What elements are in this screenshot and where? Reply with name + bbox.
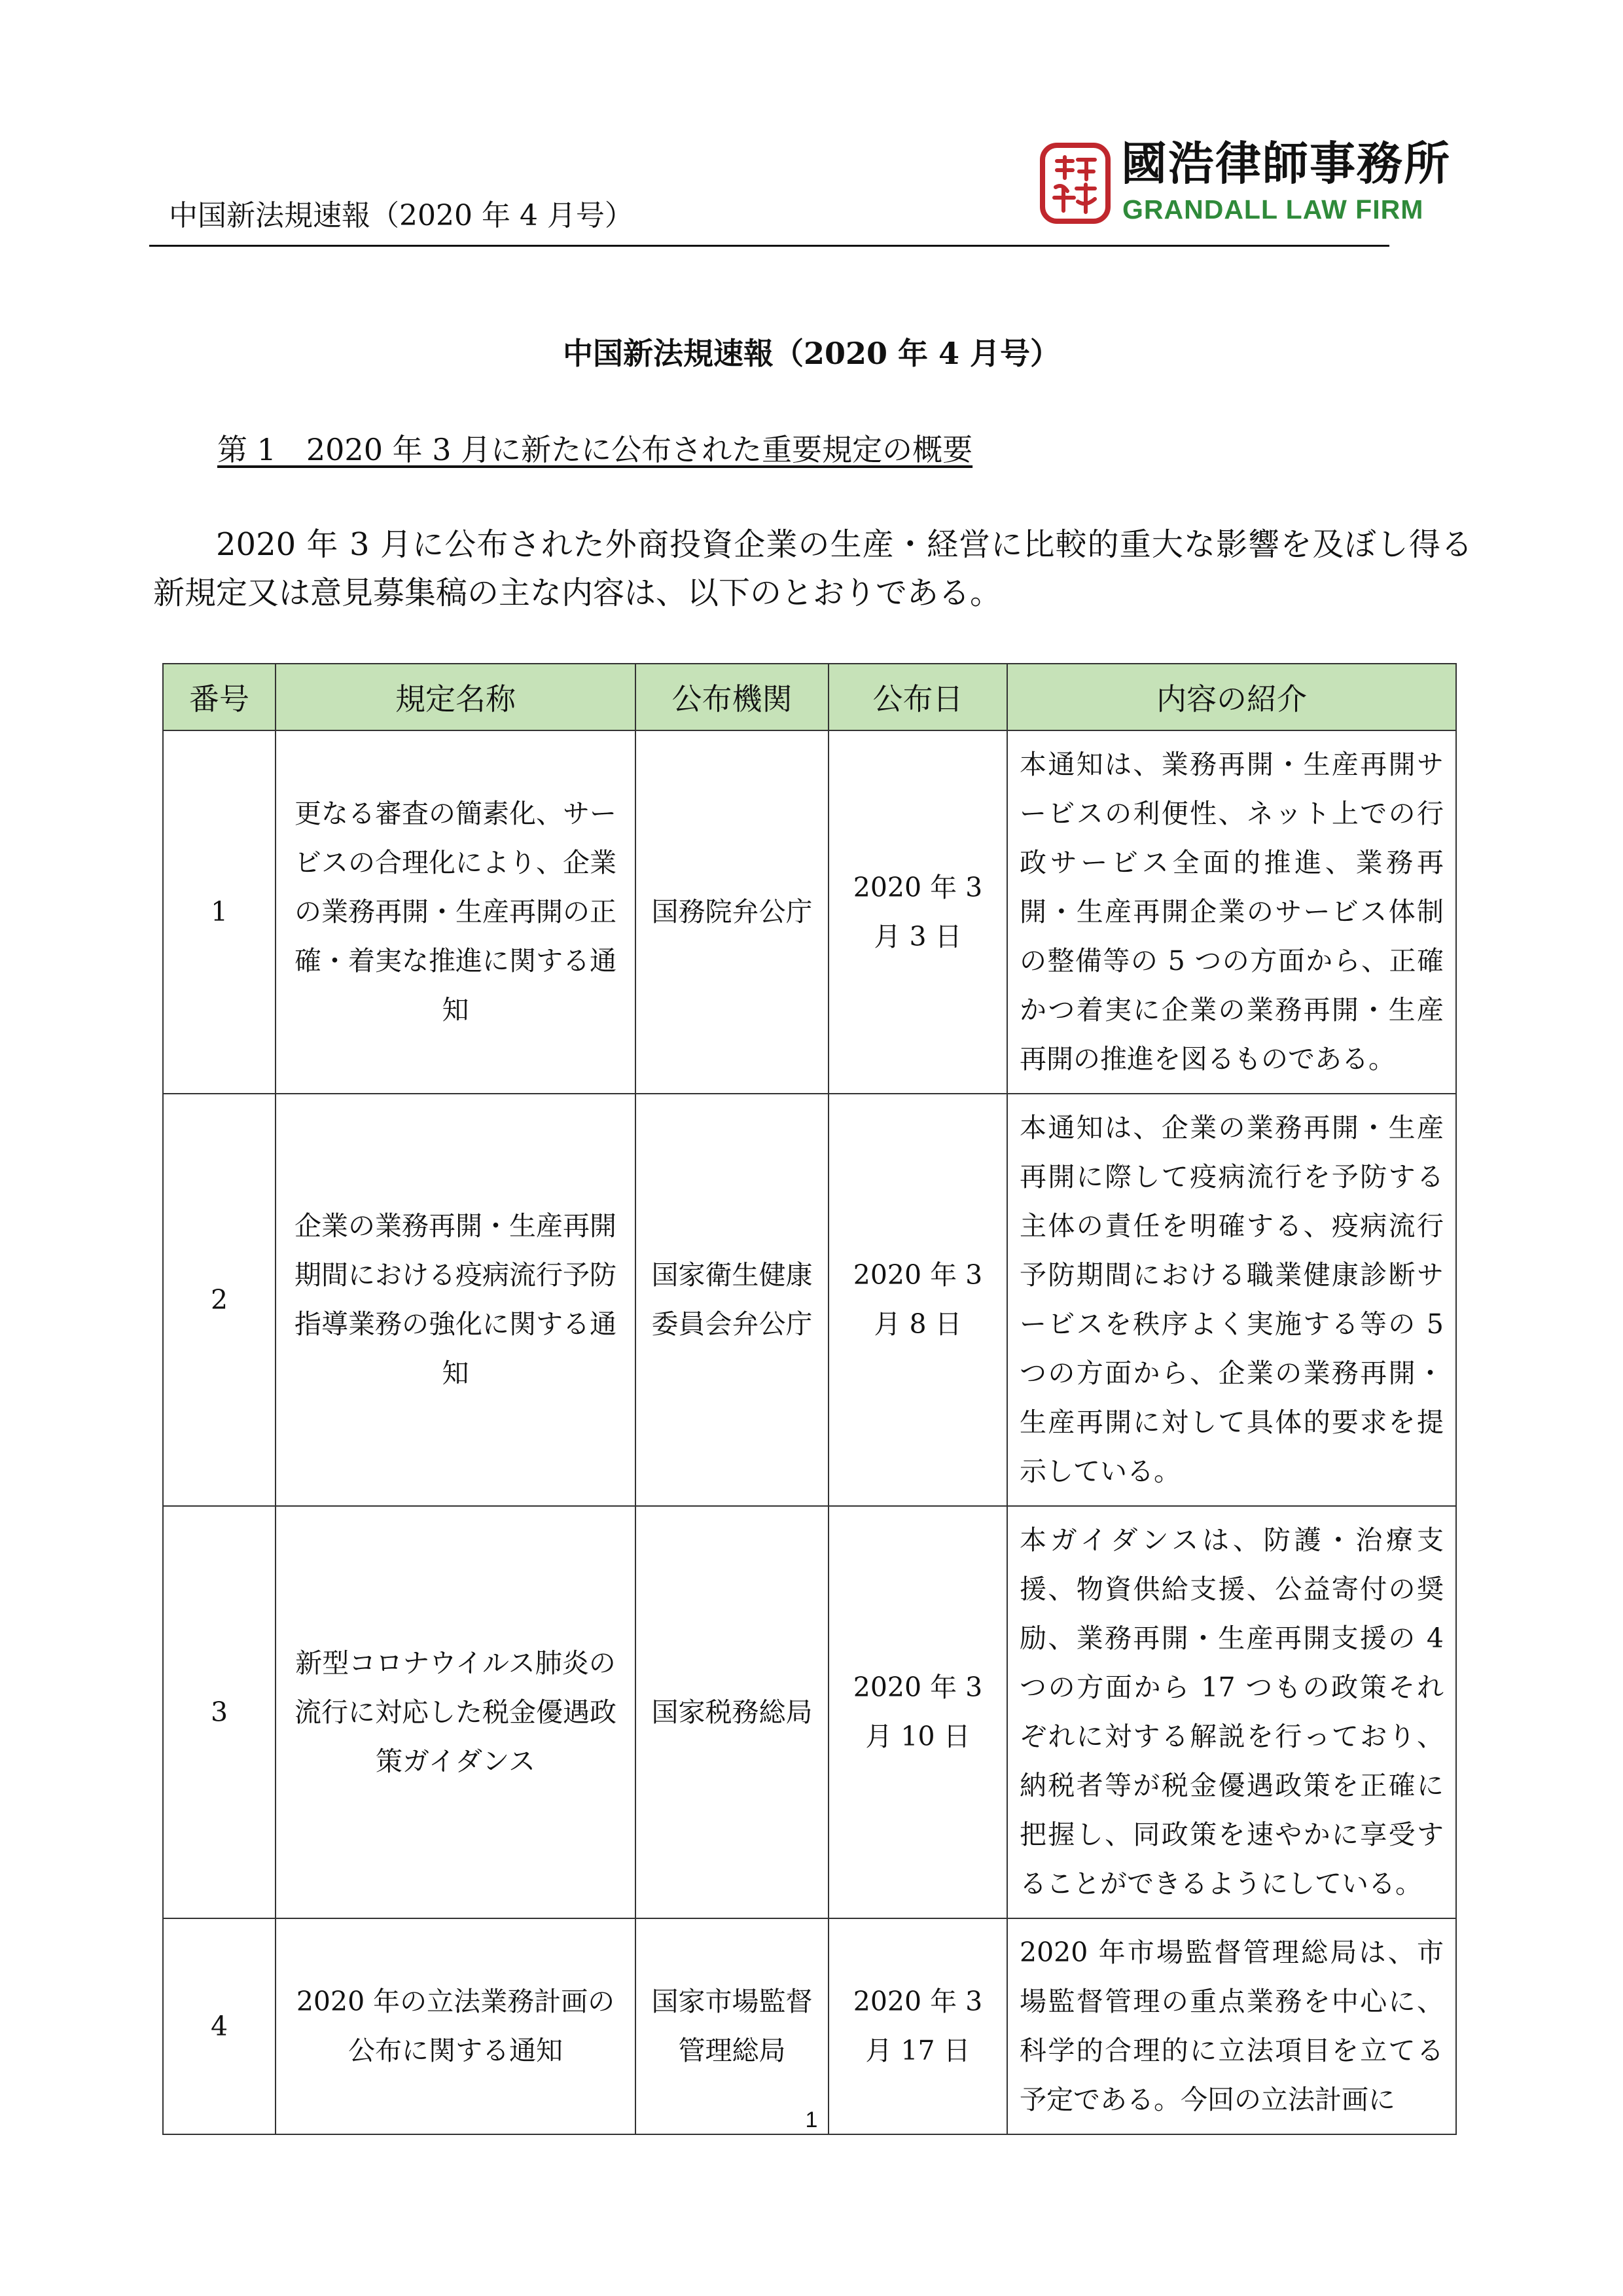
table-row [163,1506,1456,1918]
cell-number: 1 [163,730,276,1094]
cell-content: 本ガイダンスは、防護・治療支援、物資供給支援、公益寄付の奨励、業務再開・生産再開支援の 4 つの方面から 17 つもの政策それぞれに対する解説を行っており、納税者等が税金優遇政策を正確に把握し、同政策を速やかに享受することができるようにしている。 [1007,1506,1456,1918]
page-number: 1 [805,2108,818,2132]
cell-name: 新型コロナウイルス肺炎の流行に対応した税金優遇政策ガイダンス [276,1506,635,1918]
cell-agency: 国家税務総局 [635,1506,829,1918]
column-header-number: 番号 [163,664,276,730]
firm-logo [1037,137,1451,226]
cell-name: 企業の業務再開・生産再開期間における疫病流行予防指導業務の強化に関する通知 [276,1094,635,1506]
logo-chinese-name: 國浩律師事務所 [1121,137,1451,190]
column-header-name: 規定名称 [276,664,635,730]
cell-name: 更なる審査の簡素化、サービスの合理化により、企業の業務再開・生産再開の正確・着実な推進に関する通知 [276,730,635,1094]
cell-agency: 国家市場監督管理総局 [635,1918,829,2134]
cell-content: 2020 年市場監督管理総局は、市場監督管理の重点業務を中心に、科学的合理的に立法項目を立てる予定である。今回の立法計画に [1007,1918,1456,2134]
document-title: 中国新法規速報（2020 年 4 月号） [562,336,1061,371]
table-row [163,730,1456,1094]
column-header-date: 公布日 [829,664,1007,730]
logo-english-name: GRANDALL LAW FIRM [1122,194,1424,224]
cell-date: 2020 年 3 月 3 日 [829,730,1007,1094]
seal-icon [1037,141,1113,225]
section-heading: 第 1 2020 年 3 月に新たに公布された重要規定の概要 [217,432,973,467]
regulations-table [162,663,1457,2135]
column-header-agency: 公布機関 [635,664,829,730]
table-row [163,1918,1456,2134]
header-divider [149,245,1389,247]
cell-agency: 国家衛生健康委員会弁公庁 [635,1094,829,1506]
running-header: 中国新法規速報（2020 年 4 月号） [169,199,633,232]
cell-number: 2 [163,1094,276,1506]
intro-paragraph: 2020 年 3 月に公布された外商投資企業の生産・経営に比較的重大な影響を及ぼし得る新規定又は意見募集稿の主な内容は、以下のとおりである。 [153,526,1472,611]
cell-date: 2020 年 3 月 10 日 [829,1506,1007,1918]
cell-content: 本通知は、業務再開・生産再開サービスの利便性、ネット上での行政サービス全面的推進、業務再開・生産再開企業のサービス体制の整備等の 5 つの方面から、正確かつ着実に企業の業務再開・生産再開の推進を図るものである。 [1007,730,1456,1094]
cell-number: 4 [163,1918,276,2134]
table-header-row [163,664,1456,730]
column-header-content: 内容の紹介 [1007,664,1456,730]
cell-date: 2020 年 3 月 8 日 [829,1094,1007,1506]
cell-number: 3 [163,1506,276,1918]
cell-agency: 国務院弁公庁 [635,730,829,1094]
cell-content: 本通知は、企業の業務再開・生産再開に際して疫病流行を予防する主体の責任を明確する、疫病流行予防期間における職業健康診断サービスを秩序よく実施する等の 5 つの方面から、企業の業務再開・生産再開に対して具体的要求を提示している。 [1007,1094,1456,1506]
cell-date: 2020 年 3 月 17 日 [829,1918,1007,2134]
cell-name: 2020 年の立法業務計画の公布に関する通知 [276,1918,635,2134]
table-row [163,1094,1456,1506]
